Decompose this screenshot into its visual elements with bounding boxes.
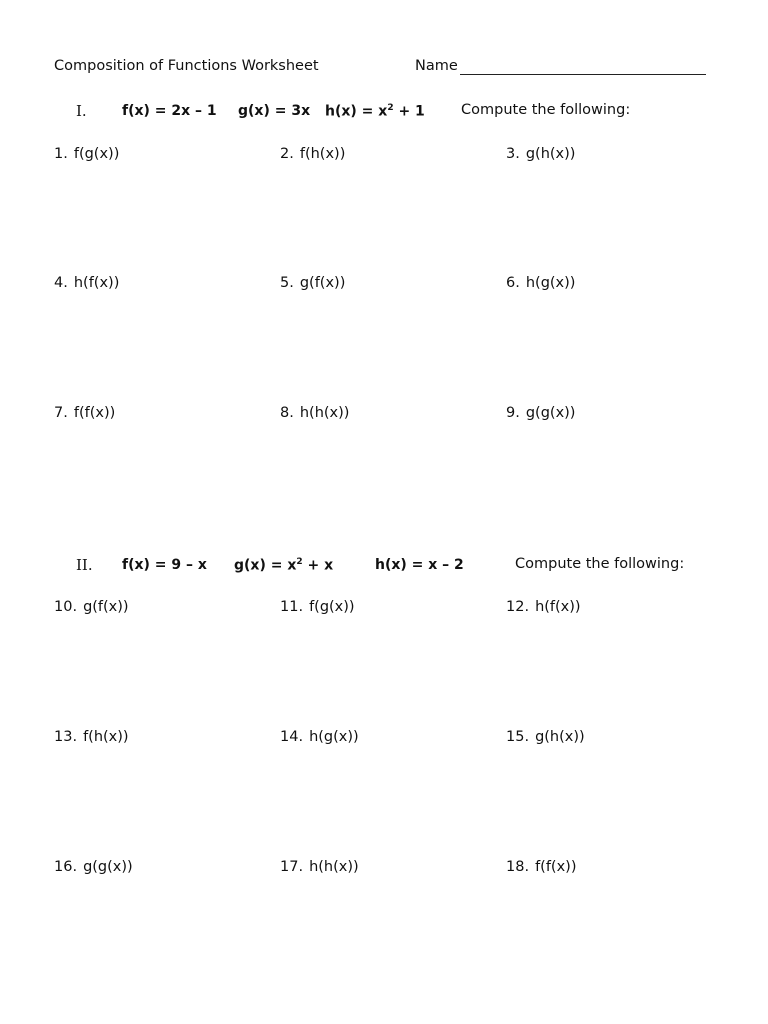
name-label: Name [415,58,458,74]
problem-9: 9. g(g(x)) [506,405,576,421]
problem-16: 16. g(g(x)) [54,859,133,875]
problem-1: 1. f(g(x)) [54,146,120,162]
problem-12: 12. h(f(x)) [506,599,581,615]
problem-7: 7. f(f(x)) [54,405,116,421]
problem-14: 14. h(g(x)) [280,729,359,745]
section-1-numeral: I. [76,102,87,120]
section-1-instruction: Compute the following: [461,102,631,118]
problem-15: 15. g(h(x)) [506,729,585,745]
section-2-instruction: Compute the following: [515,556,685,572]
problem-3: 3. g(h(x)) [506,146,576,162]
problem-5: 5. g(f(x)) [280,275,346,291]
section-2-h-definition: h(x) = x – 2 [375,557,464,573]
problem-17: 17. h(h(x)) [280,859,359,875]
section-2-numeral: II. [76,556,93,574]
problem-10: 10. g(f(x)) [54,599,129,615]
problem-2: 2. f(h(x)) [280,146,346,162]
problem-6: 6. h(g(x)) [506,275,576,291]
name-field-line[interactable] [460,74,706,75]
problem-18: 18. f(f(x)) [506,859,577,875]
section-1-f-definition: f(x) = 2x – 1 [122,103,217,119]
problem-8: 8. h(h(x)) [280,405,350,421]
problem-13: 13. f(h(x)) [54,729,129,745]
section-1-h-definition: $h(x) = x^2 + 1$ [325,103,425,120]
problem-11: 11. f(g(x)) [280,599,355,615]
section-2-f-definition: f(x) = 9 – x [122,557,207,573]
worksheet-title: Composition of Functions Worksheet [54,58,319,74]
section-1-g-definition: g(x) = 3x [238,103,311,119]
section-2-g-definition: $g(x) = x^2 + x$ [234,557,334,574]
problem-4: 4. h(f(x)) [54,275,120,291]
